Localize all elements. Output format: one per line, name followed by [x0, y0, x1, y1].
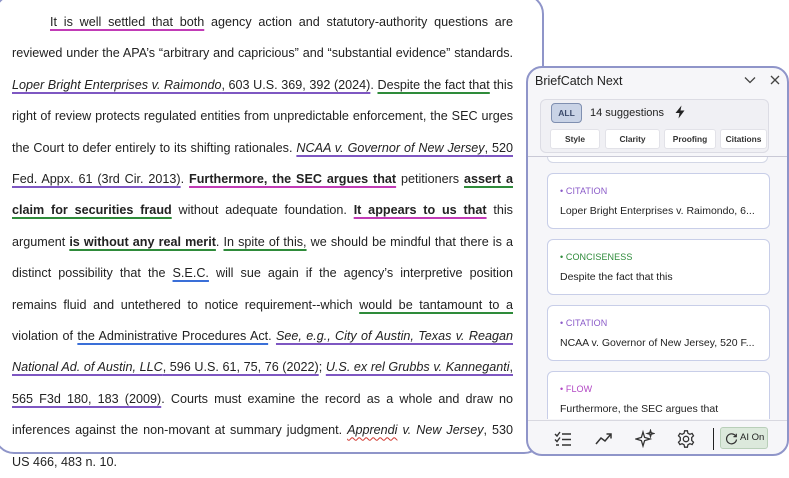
citation-reporter[interactable]: , 520 Fed. Appx. 61 (3rd Cir. 2013) — [12, 140, 513, 187]
lightning-icon[interactable] — [674, 105, 686, 124]
previous-suggestion-card[interactable] — [547, 156, 768, 163]
flagged-phrase[interactable]: the Administrative Procedures Act — [77, 329, 269, 344]
tab-citations[interactable]: Citations — [720, 129, 767, 149]
citation-case-name[interactable]: See, e.g., City of Austin, Texas v. Reagan National Ad. of Austin, LLC — [12, 329, 513, 375]
panel-title: BriefCatch Next — [535, 74, 623, 88]
citation-case-name[interactable]: Loper Bright Enterprises v. Raimondo — [12, 77, 222, 92]
checklist-icon[interactable] — [553, 429, 573, 449]
flagged-phrase[interactable]: would be tantamount to a — [359, 297, 513, 312]
sparkles-icon[interactable] — [635, 429, 655, 449]
suggestion-text: Despite the fact that this — [560, 271, 673, 283]
suggestion-category: • FLOW — [560, 384, 593, 394]
text-run: . Courts must examine the record as a whole and draw no inferences against the non-movant at summary judgment. — [12, 391, 514, 438]
suggestion-text: Loper Bright Enterprises v. Raimondo, 6... — [560, 205, 755, 217]
suggestion-category: • CITATION — [560, 318, 608, 328]
tab-style[interactable]: Style — [550, 129, 600, 149]
document-body[interactable] — [12, 7, 513, 478]
gear-icon[interactable] — [676, 429, 696, 449]
text-run: . — [268, 329, 276, 344]
suggestion-text: NCAA v. Governor of New Jersey, 520 F... — [560, 337, 755, 349]
suggestion-card[interactable] — [547, 239, 770, 295]
citation-reporter: , 530 US 466, 483 n. 10. — [12, 423, 514, 469]
text-run: we should be mindful that there is a distinct possibility that the — [12, 234, 514, 281]
flagged-phrase[interactable]: S.E.C. — [172, 266, 209, 281]
flagged-phrase[interactable]: It is well settled that both — [50, 15, 205, 29]
ai-toggle-label: AI On — [740, 432, 765, 443]
citation-reporter[interactable]: , 596 U.S. 61, 75, 76 (2022) — [162, 360, 319, 375]
tab-proofing[interactable]: Proofing — [664, 129, 716, 149]
citation-case-name[interactable]: U.S. ex rel Grubbs v. Kanneganti — [325, 360, 510, 375]
suggestion-category: • CITATION — [560, 186, 608, 196]
trend-icon[interactable] — [594, 429, 614, 449]
text-run: without adequate foundation. — [171, 203, 354, 218]
flagged-phrase[interactable]: Furthermore, the SEC argues that — [189, 172, 397, 187]
document-paragraph — [12, 7, 513, 478]
ai-toggle-button[interactable] — [720, 427, 768, 449]
close-icon[interactable] — [767, 72, 783, 88]
toolbar-divider — [713, 428, 714, 450]
citation-reporter[interactable]: , 603 U.S. 369, 392 (2024) — [221, 77, 371, 92]
flagged-phrase[interactable]: In spite of this, — [223, 234, 307, 249]
suggestions-list[interactable] — [528, 156, 787, 419]
flagged-phrase[interactable]: Despite the fact that — [377, 77, 490, 92]
text-run: this right of review protects regulated entities from unpredictable enforcement, the SEC urges the Court to defer entirely to its shifting rationales. — [12, 77, 513, 155]
ai-toggle-icon — [725, 432, 738, 450]
flagged-phrase[interactable]: assert a claim for securities fraud — [12, 172, 513, 218]
text-run: . — [180, 172, 190, 187]
flagged-phrase[interactable]: is without any real merit — [69, 234, 216, 249]
citation-case-name[interactable]: NCAA v. Governor of New Jersey — [296, 140, 485, 155]
text-run: petitioners — [396, 172, 464, 187]
text-run: this argument — [12, 203, 513, 249]
briefcatch-panel — [526, 66, 789, 456]
tab-clarity[interactable]: Clarity — [605, 129, 660, 149]
suggestion-text: Furthermore, the SEC argues that — [560, 403, 719, 415]
text-run: violation of — [12, 329, 78, 344]
panel-header — [528, 68, 787, 96]
flagged-phrase[interactable]: It appears to us that — [353, 203, 487, 218]
spelling-flag[interactable]: Apprendi — [347, 423, 398, 438]
text-run: . — [215, 234, 224, 249]
citation-case-name: v. New Jersey — [397, 423, 484, 438]
text-run: agency action and statutory-authority questions are reviewed under the APA’s “arbitrary and capricious” and “substantial evidence” standards. — [12, 15, 513, 61]
suggestion-card[interactable] — [547, 173, 770, 229]
suggestion-count: 14 suggestions — [590, 107, 664, 119]
text-run: ; — [318, 360, 326, 375]
suggestion-card[interactable] — [547, 305, 770, 361]
text-run: . — [370, 77, 378, 92]
panel-toolbar — [528, 420, 787, 456]
citation-reporter[interactable]: , 565 F3d 180, 183 (2009) — [12, 360, 513, 406]
suggestion-card[interactable] — [547, 371, 770, 419]
filter-box — [540, 99, 769, 153]
all-filter-button[interactable]: ALL — [551, 103, 582, 123]
chevron-down-icon[interactable] — [742, 72, 758, 88]
suggestion-category: • CONCISENESS — [560, 252, 633, 262]
text-run: will sue again if the agency’s interpretive position remains fluid and untethered to notice requirement--which — [12, 266, 513, 312]
